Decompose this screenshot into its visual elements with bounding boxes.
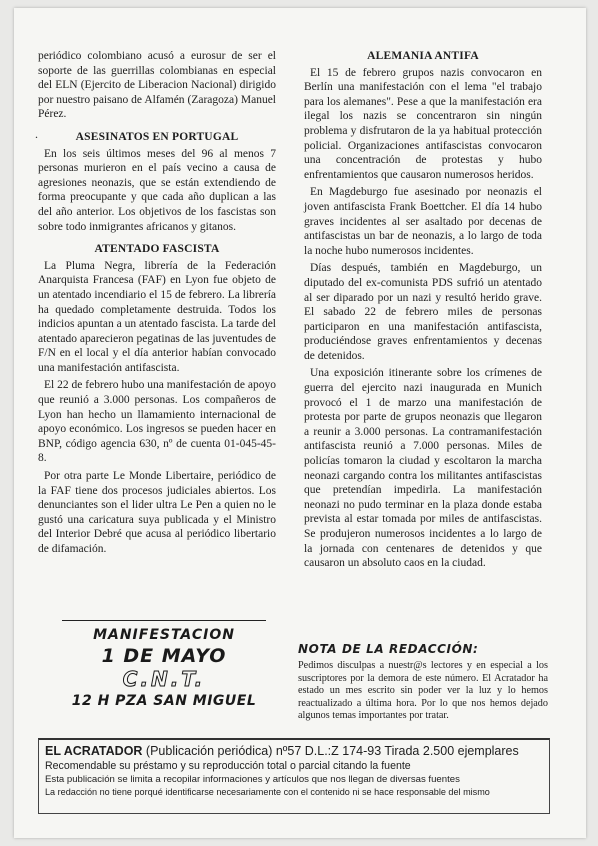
editorial-note [286,642,548,723]
portugal-heading: ASESINATOS EN PORTUGAL [75,130,239,143]
publication-footer [38,738,550,814]
may-day-announcement [62,620,266,731]
atentado-paragraph-2: El 22 de febrero hubo una manifestación de apoyo que reunió a 3.000 personas. Los compañeros de Lyon han hecho un llamamiento internacional de apoyo económico. Los ingresos se pueden hacer en BNP, código agencia 630, nº de cuenta 01-045-45-8. [38,379,276,465]
footer-publication-name: EL ACRATADOR [45,744,143,758]
intro-paragraph: periódico colombiano acusó a eurosur de ser el soporte de las guerrillas colombianas en especial del ELN (Ejercito de Liberacion Nacional) dirigido por nuestro paisano de Alfamén (Zaragoza) Manuel Pérez. [38,50,276,121]
atentado-heading: ATENTADO FASCISTA [94,243,220,256]
announcement-time-place: 12 H PZA SAN MIGUEL [71,693,257,709]
footer-sources-note: Esta publicación se limita a recopilar informaciones y artículos que nos llegan de diversas fuentes [45,774,460,785]
alemania-heading: ALEMANIA ANTIFA [367,50,479,62]
left-column [38,49,276,560]
editorial-note-body: Pedimos disculpas a nuestr@s lectores y en especial a los suscriptores por la demora de este número. El Acratador ha estado un mes escrito sin poder ver la luz y lo hemos reactualizado a última hora. Por lo que nos hemos dejado algunos temas importantes por tratar. [298,660,548,721]
footer-publication-details: (Publicación periódica) nº57 D.L.:Z 174-93 Tirada 2.500 ejemplares [142,744,519,758]
atentado-paragraph-1: La Pluma Negra, librería de la Federación Anarquista Francesa (FAF) en Lyon fue objeto de un atentado incendiario el 15 de febrero. La librería ha quedado completamente destruida. Todos los indicios apuntan a un atentado fascista. La tarde del atentado aparecieron pegatinas de las juventudes de F/N en el local y el día anterior habían convocado una manifestación antifascista. [38,259,276,374]
editorial-note-title: NOTA DE LA REDACCIÓN: [298,642,479,656]
announcement-date: 1 DE MAYO [101,645,227,667]
right-column [304,49,542,574]
announcement-title: MANIFESTACION [93,627,235,643]
footer-masthead [45,743,543,759]
margin-dot: . [35,127,38,141]
alemania-paragraph-4: Una exposición itinerante sobre los crímenes de guerra del ejercito nazi inaugurada en Munich provocó el 1 de marzo una manifestación de protesta por parte de grupos neonazis que llegaron a reunir a 3.000 personas. La contramanifestación antifascista reunió a 7.000 personas. Miles de policías tomaron la ciudad y escoltaron la marcha neonazi cargando contra los militantes antifascistas que pretendían impedirla. La manifestación neonazi no pudo terminar en la plaza donde estaba prevista al estar tomada por miles de antifascistas. Se produjeron numerosos incidentes a lo largo de la jornada con centenares de detenidos y que causaron un absoluto caos en la ciudad. [304,367,542,570]
announcement-organizer: C.N.T. [122,667,206,691]
footer-reproduction-note: Recomendable su préstamo y su reproducción total o parcial citando la fuente [45,760,411,772]
portugal-paragraph: En los seis últimos meses del 96 al menos 7 personas murieron en el país vecino a causa de agresiones neonazis, que se están extendiendo de forma preocupante y que cada año duplican a las del año anterior. Los objetivos de los fascistas son sobre todo inmigrantes africanos y gitanos. [38,147,276,233]
alemania-paragraph-1: El 15 de febrero grupos nazis convocaron en Berlín una manifestación con el lema "el trabajo para los alemanes". Pese a que la manifestación era ilegal los nazis se concentraron sin ningún problema y disfrutaron de la ya habitual protección policial. Organizaciones antifascistas convocaron una concentración de protestas y hubo enfrentamientos que causaron numerosos heridos. [304,66,542,181]
atentado-paragraph-3: Por otra parte Le Monde Libertaire, periódico de la FAF tiene dos procesos judiciales abiertos. Los denunciantes son el lider ultra Le Pen a quien no le gustó una caricatura suya publicada y el Ministro del Interior Debré que acusa al periódico libertario de difamación. [38,470,276,555]
footer-disclaimer: La redacción no tiene porqué identificarse necesariamente con el contenido ni se hace responsable del mismo [45,787,490,797]
alemania-paragraph-3: Días después, también en Magdeburgo, un diputado del ex-comunista PDS sufrió un atentado al ser diparado por un nazi y resultó herido grave. El sabado 22 de febrero miles de personas participaron en una manifestación antifascista, produciéndose graves enfrentamientos y decenas de detenidos. [304,262,542,362]
alemania-paragraph-2: En Magdeburgo fue asesinado por neonazis el joven antifascista Frank Boettcher. El día 14 hubo graves incidentes al ser asaltado por decenas de antifascistas un bar de neonazis, a lo largo de toda la noche hubo numerosos incidentes. [304,186,542,257]
